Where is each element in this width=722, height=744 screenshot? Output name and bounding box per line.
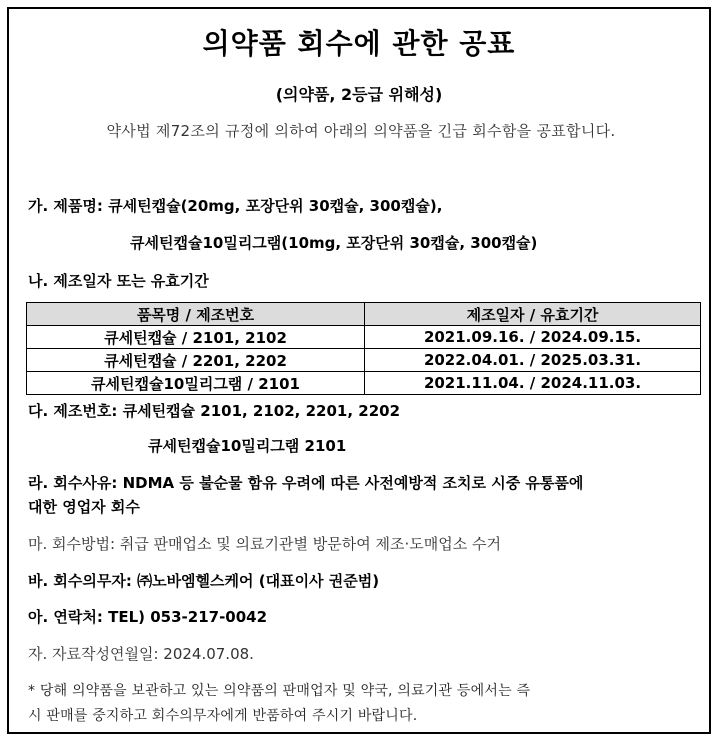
table-cell: 2021.11.04. / 2024.11.03. (365, 372, 701, 395)
contact: 아. 연락처: TEL) 053-217-0042 (28, 608, 268, 626)
recaller: 바. 회수의무자: ㈜노바엠헬스케어 (대표이사 권준범) (28, 572, 380, 590)
reason-line1: 라. 회수사유: NDMA 등 불순물 함유 우려에 따른 사전예방적 조치로 시중 유통품에 (28, 474, 584, 492)
product-value-1: 큐세틴캡슐(20mg, 포장단위 30캡슐, 300캡슐), (108, 197, 443, 215)
reason-line2: 대한 영업자 회수 (28, 498, 140, 516)
page-title: 의약품 회수에 관한 공표 (202, 27, 516, 60)
column-header: 제조일자 / 유효기간 (365, 303, 701, 326)
product-name-line1 (28, 195, 442, 216)
date-written: 자. 자료작성연월일: 2024.07.08. (28, 645, 254, 663)
table-cell: 큐세틴캡슐10밀리그램 / 2101 (27, 372, 365, 395)
table-cell: 큐세틴캡슐 / 2101, 2102 (27, 326, 365, 349)
table-cell: 2021.09.16. / 2024.09.15. (365, 326, 701, 349)
dates-heading: 나. 제조일자 또는 유효기간 (28, 272, 209, 290)
intro-text: 약사법 제72조의 규정에 의하여 아래의 의약품을 긴급 회수함을 공표합니다. (106, 122, 616, 140)
table-row (27, 372, 701, 395)
table-row (27, 326, 701, 349)
table-cell: 2022.04.01. / 2025.03.31. (365, 349, 701, 372)
page-subtitle: (의약품, 2등급 위해성) (275, 85, 443, 104)
table-header-row (27, 303, 701, 326)
lot-numbers-line2: 큐세틴캡슐10밀리그램 2101 (148, 437, 347, 455)
product-label: 가. 제품명: (28, 197, 103, 215)
column-header: 품목명 / 제조번호 (27, 303, 365, 326)
notice-line2: 시 판매를 중지하고 회수의무자에게 반품하여 주시기 바랍니다. (28, 708, 418, 724)
product-name-line2: 큐세틴캡슐10밀리그램(10mg, 포장단위 30캡슐, 300캡슐) (130, 234, 538, 252)
table-row (27, 349, 701, 372)
table-cell: 큐세틴캡슐 / 2201, 2202 (27, 349, 365, 372)
notice-line1: * 당해 의약품을 보관하고 있는 의약품의 판매업자 및 약국, 의료기관 등에서는 즉 (28, 683, 531, 699)
lot-numbers-line1: 다. 제조번호: 큐세틴캡슐 2101, 2102, 2201, 2202 (28, 402, 401, 420)
recall-method: 마. 회수방법: 취급 판매업소 및 의료기관별 방문하여 제조·도매업소 수거 (28, 535, 501, 553)
lots-table (26, 302, 701, 395)
